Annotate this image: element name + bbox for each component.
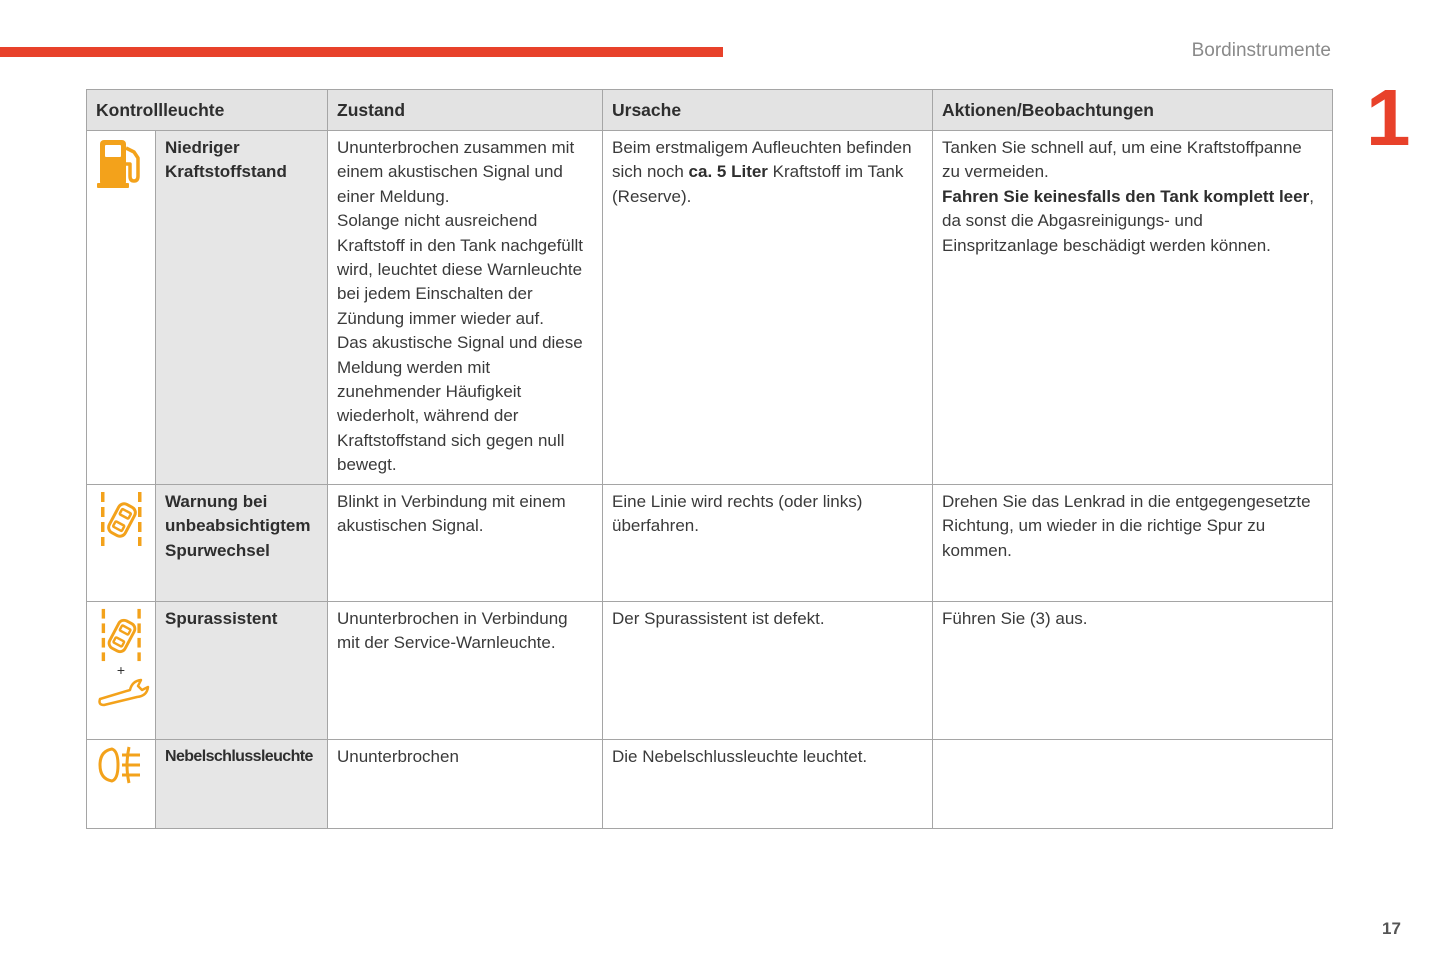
ursache-text: Kraftstoff im Tank (Reserve).: [612, 162, 904, 206]
zustand-cell: Blinkt in Verbindung mit einem akustischen Signal.: [328, 484, 603, 601]
aktion-cell: [933, 739, 1333, 828]
table-header-row: [87, 90, 1333, 131]
table-row: [87, 131, 1333, 485]
table-row: [87, 601, 1333, 739]
warning-name: Warnung bei unbeabsichtigtem Spurwechsel: [156, 484, 328, 601]
column-header-aktionen: Aktionen/Beobachtungen: [933, 90, 1333, 131]
rear-fog-light-icon: [98, 745, 144, 785]
lane-departure-icon: [98, 490, 144, 548]
top-accent-bar: [0, 47, 723, 57]
zustand-cell: [328, 131, 603, 485]
warning-name: Spurassistent: [156, 601, 328, 739]
warning-name: Nebelschlussleuchte: [156, 739, 328, 828]
plus-sign: +: [116, 661, 126, 678]
zustand-cell: Ununterbrochen in Verbindung mit der Service-Warnleuchte.: [328, 601, 603, 739]
page-number: 17: [1382, 919, 1401, 938]
table-row: [87, 739, 1333, 828]
zustand-text: Ununterbrochen zusammen mit einem akustischen Signal und einer Meldung.: [337, 138, 575, 206]
ursache-cell: [603, 131, 933, 485]
zustand-cell: Ununterbrochen: [328, 739, 603, 828]
warning-name: Niedriger Kraftstoffstand: [156, 131, 328, 485]
aktion-emphasis: Fahren Sie keinesfalls den Tank komplett leer: [942, 186, 1310, 206]
aktion-text: Tanken Sie schnell auf, um eine Kraftstoffpanne zu vermeiden.: [942, 138, 1302, 182]
zustand-text: Das akustische Signal und diese Meldung werden mit zunehmender Häufigkeit wiederholt, während der Kraftstoffstand sich gegen null bewegt.: [337, 333, 583, 475]
icon-cell: [87, 739, 156, 828]
ursache-cell: Die Nebelschlussleuchte leuchtet.: [603, 739, 933, 828]
zustand-text: Solange nicht ausreichend Kraftstoff in den Tank nachgefüllt wird, leuchtet diese Warnleuchte bei jedem Einschalten der Zündung immer wieder auf.: [337, 211, 584, 328]
icon-cell: [87, 601, 156, 739]
icon-cell: [87, 484, 156, 601]
ursache-cell: Eine Linie wird rechts (oder links) überfahren.: [603, 484, 933, 601]
aktion-cell: [933, 131, 1333, 485]
aktion-cell: Führen Sie (3) aus.: [933, 601, 1333, 739]
icon-cell: [87, 131, 156, 485]
fuel-pump-icon: [97, 136, 145, 190]
column-header-zustand: Zustand: [328, 90, 603, 131]
wrench-icon: [96, 677, 152, 707]
column-header-kontrollleuchte: Kontrollleuchte: [87, 90, 328, 131]
aktion-cell: Drehen Sie das Lenkrad in die entgegengesetzte Richtung, um wieder in die richtige Spur zu kommen.: [933, 484, 1333, 601]
warning-lights-table: [86, 89, 1333, 829]
lane-departure-icon: [98, 607, 144, 663]
ursache-cell: Der Spurassistent ist defekt.: [603, 601, 933, 739]
aktion-text: , da sonst die Abgasreinigungs- und Einspritzanlage beschädigt werden können.: [942, 186, 1314, 255]
column-header-ursache: Ursache: [603, 90, 933, 131]
section-title: Bordinstrumente: [1191, 40, 1331, 61]
table-row: [87, 484, 1333, 601]
chapter-number: 1: [1366, 73, 1411, 162]
ursache-text: Beim erstmaligem Aufleuchten befinden sich noch: [612, 138, 912, 182]
ursache-emphasis: ca. 5 Liter: [688, 162, 768, 182]
